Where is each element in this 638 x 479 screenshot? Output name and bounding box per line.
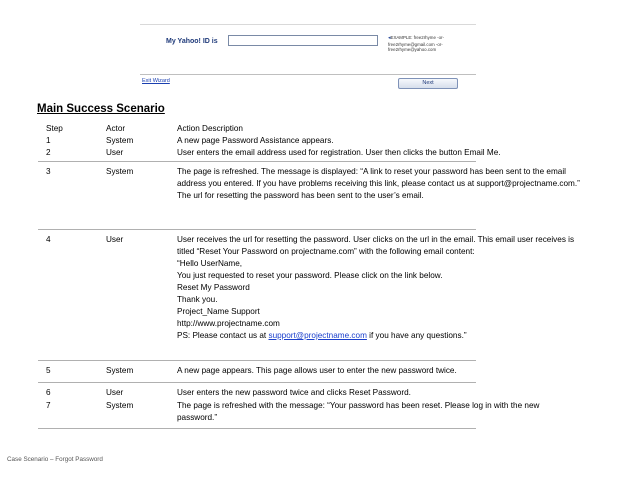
row-actor: System	[106, 167, 134, 176]
row-actor: System	[106, 401, 134, 410]
projectname-url-link[interactable]: http://www.projectname.com	[177, 319, 280, 328]
example-hint	[388, 35, 444, 53]
row-description-line: Project_Name Support	[177, 307, 260, 316]
row-description: A new page appears. This page allows user to enter the new password twice.	[177, 366, 457, 375]
row-actor: User	[106, 148, 124, 157]
row-step: 5	[46, 366, 51, 375]
row-divider	[38, 161, 476, 162]
wizard-snippet	[140, 24, 476, 90]
row-description: A new page Password Assistance appears.	[177, 136, 334, 145]
row-actor: User	[106, 235, 124, 244]
ps-text: PS: Please contact us at	[177, 331, 269, 340]
row-divider	[38, 382, 476, 383]
hint-line: free2rhyme@gmail.com -or-	[388, 41, 443, 47]
row-step: 1	[46, 136, 51, 145]
section-title: Main Success Scenario	[37, 103, 165, 115]
row-description: User enters the email address used for registration. User then clicks the button Email Me.	[177, 148, 501, 157]
ps-text-end: if you have any questions.”	[366, 331, 467, 340]
hint-line: free2rhyme@yahoo.com	[388, 47, 437, 53]
yahoo-id-input[interactable]	[228, 35, 378, 46]
row-actor: System	[106, 136, 134, 145]
left-arrow-icon: ◂	[388, 35, 391, 41]
divider	[140, 24, 476, 25]
row-divider	[38, 229, 476, 230]
row-description-line: address you entered. If you have problems receiving this link, please contact us at support@projectname.com.”	[177, 179, 580, 188]
row-description-line: User receives the url for resetting the password. User clicks on the url in the email. This email user receives is	[177, 235, 575, 244]
hint-line: EXAMPLE: free2rhyme -or-	[390, 35, 444, 40]
row-description-line: The page is refreshed. The message is displayed: “A link to reset your password has been sent to the email	[177, 167, 566, 176]
row-step: 6	[46, 388, 51, 397]
page-footer: Case Scenario – Forgot Password	[7, 456, 103, 463]
row-description-line: Thank you.	[177, 295, 218, 304]
row-step: 2	[46, 148, 51, 157]
header-step: Step	[46, 124, 63, 133]
row-step: 7	[46, 401, 51, 410]
row-divider	[38, 360, 476, 361]
row-description-line: password.”	[177, 413, 218, 422]
row-actor: User	[106, 388, 124, 397]
header-actor: Actor	[106, 124, 126, 133]
next-button[interactable]: Next	[398, 78, 458, 89]
support-email-link[interactable]: support@projectname.com	[268, 331, 367, 340]
row-description-line: titled “Reset Your Password on projectname.com” with the following email content:	[177, 247, 475, 256]
header-description: Action Description	[177, 124, 243, 133]
row-divider	[38, 428, 476, 429]
row-description-line: “Hello UserName,	[177, 259, 243, 268]
row-step: 4	[46, 235, 51, 244]
row-description: User enters the new password twice and clicks Reset Password.	[177, 388, 411, 397]
row-description-line: You just requested to reset your password. Please click on the link below.	[177, 271, 443, 280]
divider	[140, 74, 476, 75]
row-actor: System	[106, 366, 134, 375]
row-step: 3	[46, 167, 51, 176]
yahoo-id-label: My Yahoo! ID is	[166, 38, 218, 45]
reset-my-password-link[interactable]: Reset My Password	[177, 283, 250, 292]
row-description-line: The url for resetting the password has been sent to the user’s email.	[177, 191, 424, 200]
row-description-line	[177, 330, 467, 342]
exit-wizard-link[interactable]: Exit Wizard	[142, 78, 170, 84]
row-description-line: The page is refreshed with the message: “Your password has been reset. Please log in with the new	[177, 401, 540, 410]
